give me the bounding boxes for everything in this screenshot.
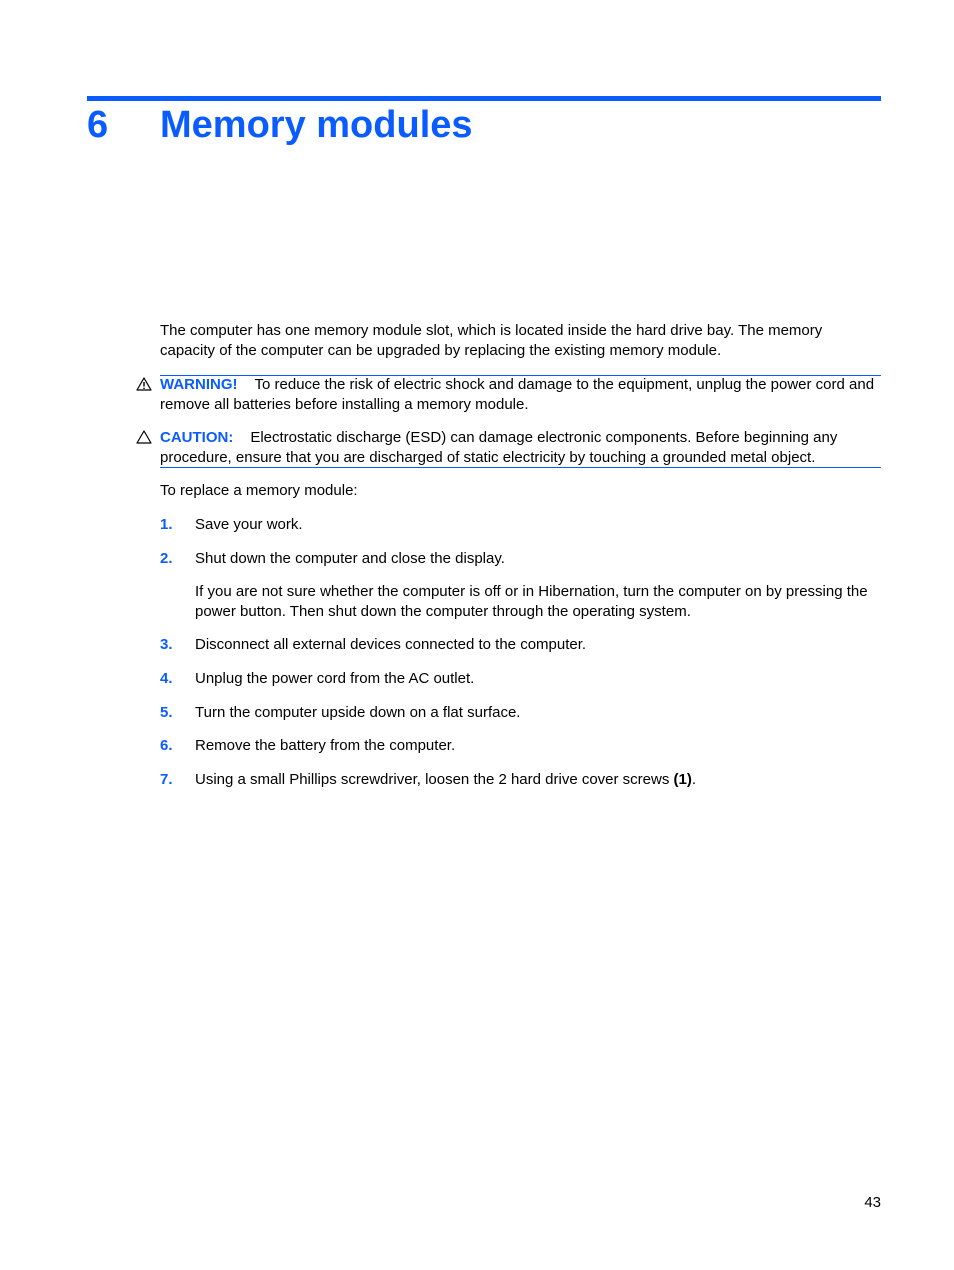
step-number: 3. <box>160 636 173 653</box>
caution-notice <box>160 428 881 468</box>
step-number: 6. <box>160 737 173 754</box>
step-number: 4. <box>160 670 173 687</box>
step-number: 5. <box>160 704 173 721</box>
chapter-number: 6 <box>87 104 109 146</box>
warning-text: To reduce the risk of electric shock and damage to the equipment, unplug the power cord and remove all batteries before installing a memory module. <box>160 376 875 413</box>
caution-bottom-rule <box>160 467 881 468</box>
step-number: 1. <box>160 516 173 533</box>
step-text: Shut down the computer and close the display. <box>195 550 505 567</box>
warning-label: WARNING! <box>160 376 238 393</box>
chapter-heading <box>87 100 473 150</box>
step-text: Remove the battery from the computer. <box>195 737 456 754</box>
step-number: 7. <box>160 771 173 788</box>
chapter-title: Memory modules <box>160 104 473 146</box>
step-7-end: . <box>691 771 697 788</box>
step-7-text: Using a small Phillips screwdriver, loosen the 2 hard drive cover screws <box>195 771 670 788</box>
step-text: Unplug the power cord from the AC outlet. <box>195 670 475 687</box>
step-text: Save your work. <box>195 516 303 533</box>
caution-triangle-icon <box>136 430 152 444</box>
callout-reference: (1) <box>673 771 692 788</box>
step-text: Turn the computer upside down on a flat surface. <box>195 704 521 721</box>
warning-triangle-icon <box>136 377 152 391</box>
warning-notice <box>160 375 881 415</box>
procedure-intro: To replace a memory module: <box>160 482 358 499</box>
caution-text: Electrostatic discharge (ESD) can damage electronic components. Before beginning any procedure, ensure that you are discharged of static electricity by touching a grounded metal object. <box>160 429 838 466</box>
step-text: Disconnect all external devices connected to the computer. <box>195 636 587 653</box>
step-number: 2. <box>160 550 173 567</box>
intro-paragraph: The computer has one memory module slot, which is located inside the hard drive bay. The memory capacity of the computer can be upgraded by replacing the existing memory module. <box>160 322 823 359</box>
step-2-note: If you are not sure whether the computer is off or in Hibernation, turn the computer on by pressing the power button. Then shut down the computer through the operating system. <box>195 583 868 620</box>
page-number: 43 <box>864 1194 881 1211</box>
caution-label: CAUTION: <box>160 429 234 446</box>
step-text <box>195 770 881 790</box>
